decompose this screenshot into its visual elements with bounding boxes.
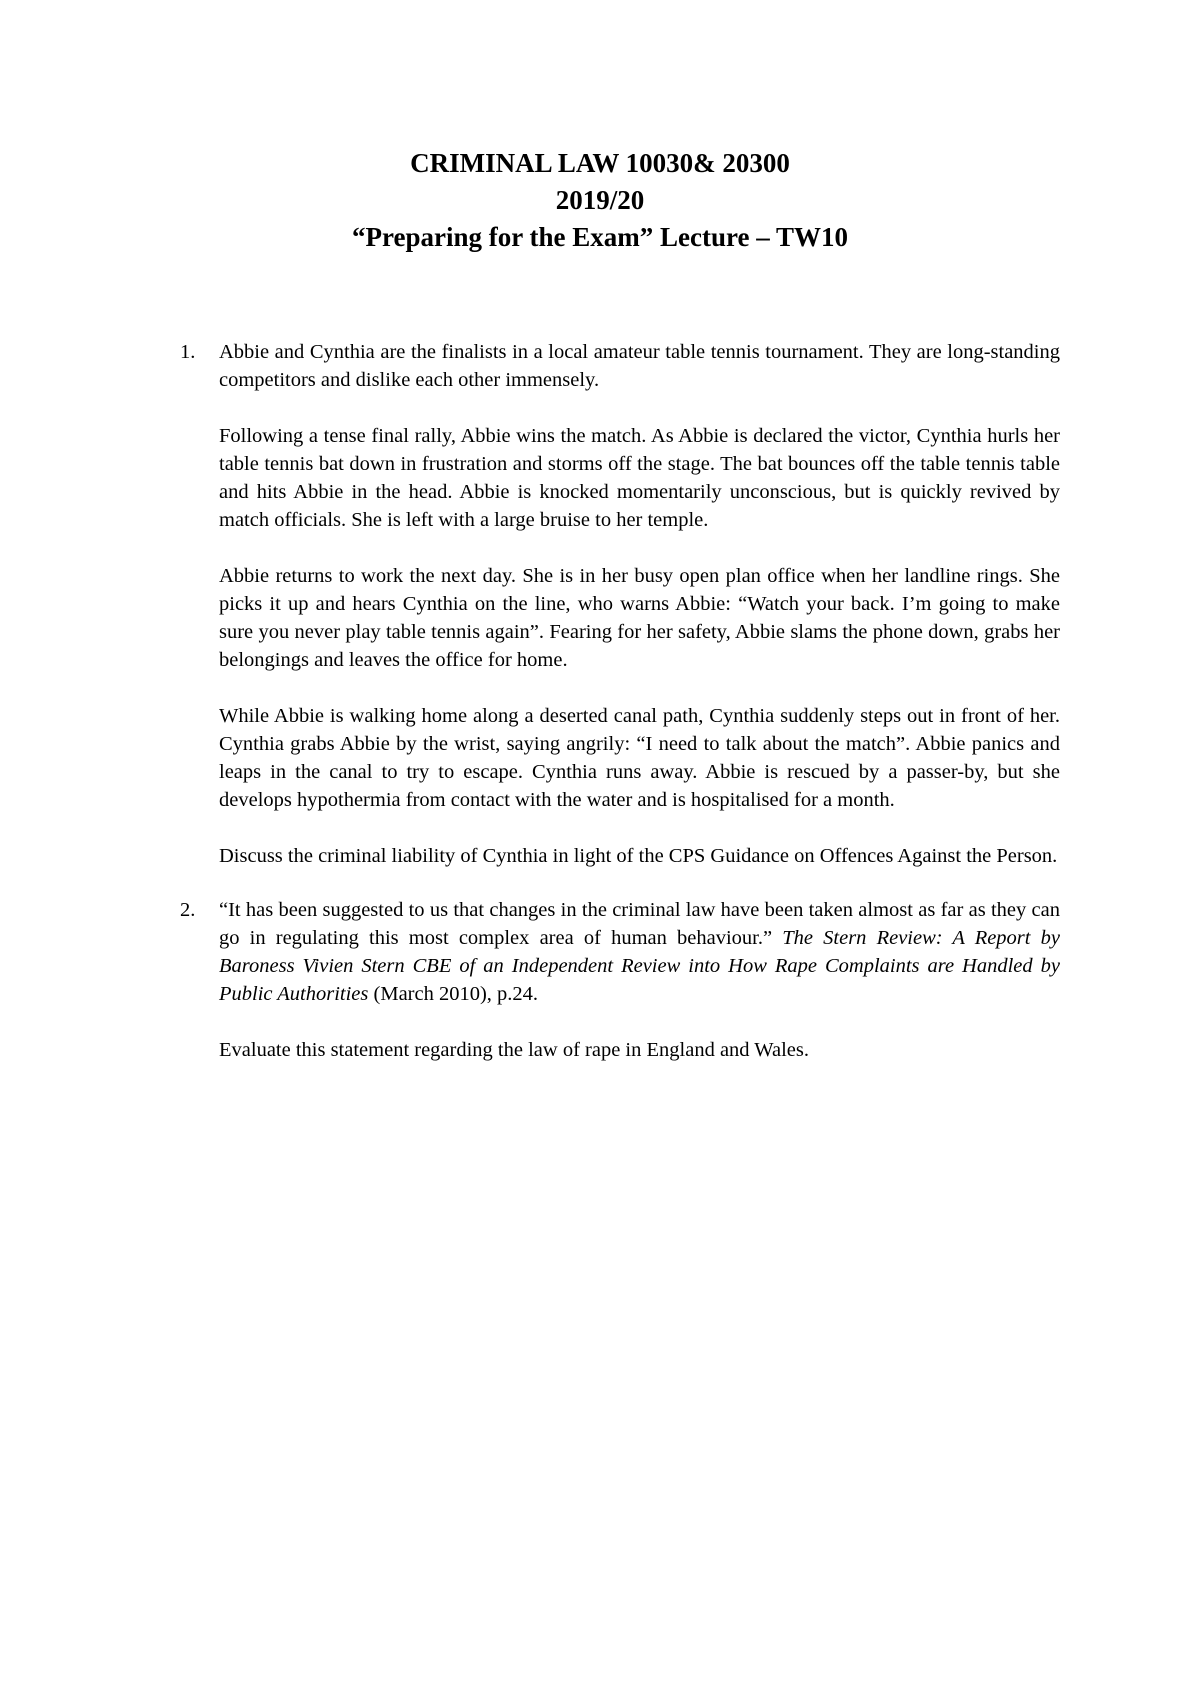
question-instruction: Evaluate this statement regarding the law of rape in England and Wales. — [219, 1039, 809, 1061]
question-2 — [180, 896, 1060, 1064]
document-header — [0, 145, 1200, 256]
course-title: CRIMINAL LAW 10030& 20300 — [410, 148, 790, 178]
question-1 — [180, 338, 1060, 870]
question-quote — [219, 896, 1060, 1008]
citation-tail: (March 2010), p.24. — [373, 983, 539, 1005]
citation-title: The Stern Review: A Report by Baroness Vivien Stern CBE of an Independent Review into How Rape Complaints are Handled by Public Authorities — [219, 927, 1060, 1005]
question-list — [180, 338, 1060, 1090]
question-number: 2. — [180, 899, 196, 921]
lecture-title: “Preparing for the Exam” Lecture – TW10 — [352, 222, 848, 252]
academic-year: 2019/20 — [555, 185, 645, 215]
quote-text: “It has been suggested to us that changes in the criminal law have been taken almost as far as they can go in regulating this most complex area of human behaviour.” — [219, 899, 1060, 949]
question-paragraph: Following a tense final rally, Abbie wins the match. As Abbie is declared the victor, Cynthia hurls her table tennis bat down in frustration and storms off the stage. The bat bounces off the table tennis table and hits Abbie in the head. Abbie is knocked momentarily unconscious, but is quickly revived by match officials. She is left with a large bruise to her temple. — [219, 425, 1060, 531]
question-instruction: Discuss the criminal liability of Cynthia in light of the CPS Guidance on Offences Against the Person. — [219, 845, 1058, 867]
question-paragraph: While Abbie is walking home along a deserted canal path, Cynthia suddenly steps out in front of her. Cynthia grabs Abbie by the wrist, saying angrily: “I need to talk about the match”. Abbie panics and leaps in the canal to try to escape. Cynthia runs away. Abbie is rescued by a passer-by, but she develops hypothermia from contact with the water and is hospitalised for a month. — [219, 705, 1060, 811]
question-paragraph: Abbie and Cynthia are the finalists in a local amateur table tennis tournament. They are long-standing competitors and dislike each other immensely. — [219, 341, 1060, 391]
question-number: 1. — [180, 341, 196, 363]
question-paragraph: Abbie returns to work the next day. She is in her busy open plan office when her landline rings. She picks it up and hears Cynthia on the line, who warns Abbie: “Watch your back. I’m going to make sure you never play table tennis again”. Fearing for her safety, Abbie slams the phone down, grabs her belongings and leaves the office for home. — [219, 565, 1060, 671]
